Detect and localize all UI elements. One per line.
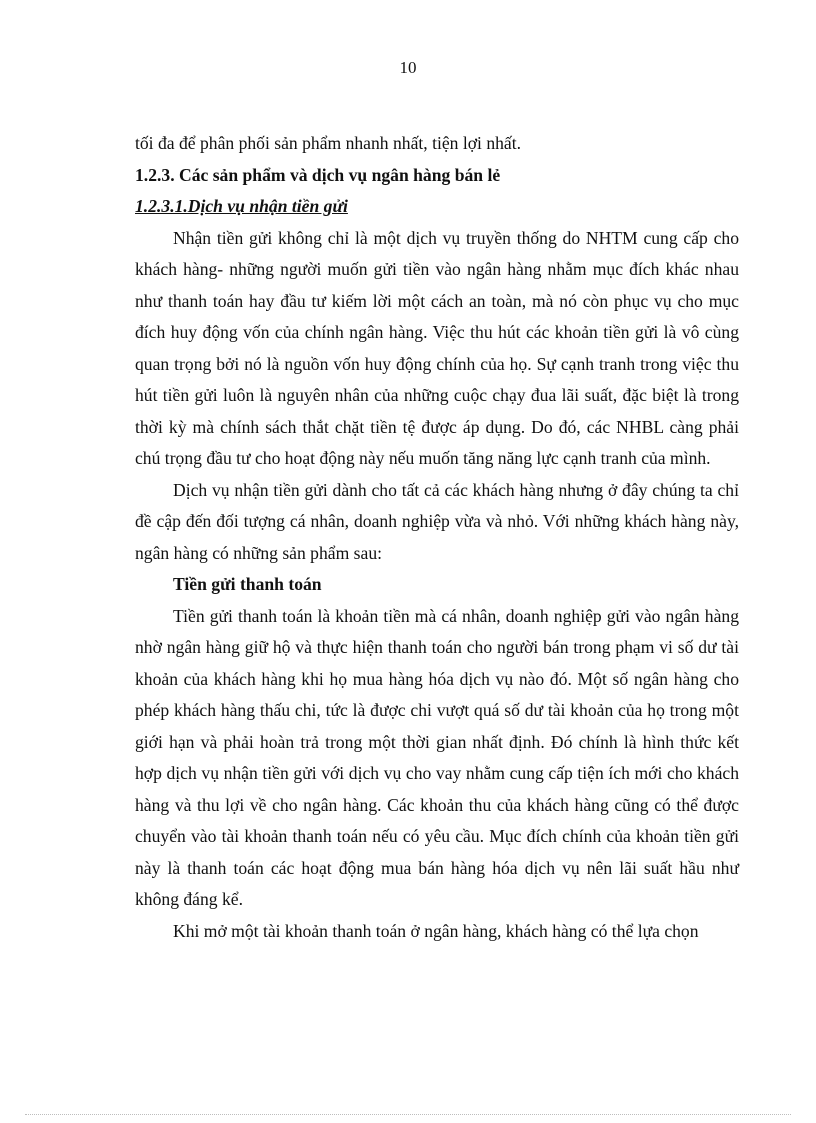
paragraph: Nhận tiền gửi không chỉ là một dịch vụ truyền thống do NHTM cung cấp cho khách hàng- những người muốn gửi tiền vào ngân hàng nhằm mục đích khác nhau như thanh toán hay đầu tư kiếm lời một cách an toàn, mà nó còn phục vụ cho mục đích huy động vốn của chính ngân hàng. Việc thu hút các khoản tiền gửi là vô cùng quan trọng bởi nó là nguồn vốn huy động chính của họ. Sự cạnh tranh trong việc thu hút tiền gửi luôn là nguyên nhân của những cuộc chạy đua lãi suất, đặc biệt là trong thời kỳ mà chính sách thắt chặt tiền tệ được áp dụng. Do đó, các NHBL càng phải chú trọng đầu tư cho hoạt động này nếu muốn tăng năng lực cạnh tranh của mình. xyxy=(135,227,739,468)
subsection-heading: 1.2.3.1.Dịch vụ nhận tiền gửi xyxy=(135,196,348,216)
page-bottom-divider xyxy=(25,1114,791,1115)
paragraph: Dịch vụ nhận tiền gửi dành cho tất cả các khách hàng nhưng ở đây chúng ta chỉ đề cập đến đối tượng cá nhân, doanh nghiệp vừa và nhỏ. Với những khách hàng này, ngân hàng có những sản phẩm sau: xyxy=(135,479,739,563)
page-number: 10 xyxy=(399,58,417,77)
intro-line: tối đa để phân phối sản phẩm nhanh nhất, tiện lợi nhất. xyxy=(135,133,522,153)
subsection-heading-wrapper xyxy=(135,191,739,223)
paragraph: Khi mở một tài khoản thanh toán ở ngân hàng, khách hàng có thể lựa chọn xyxy=(173,920,699,941)
section-heading: 1.2.3. Các sản phẩm và dịch vụ ngân hàng bán lẻ xyxy=(135,164,501,185)
item-heading: Tiền gửi thanh toán xyxy=(173,574,322,594)
document-body xyxy=(135,128,739,947)
paragraph: Tiền gửi thanh toán là khoản tiền mà cá nhân, doanh nghiệp gửi vào ngân hàng nhờ ngân hàng giữ hộ và thực hiện thanh toán cho người bán trong phạm vi số dư tài khoản của khách hàng khi họ mua hàng hóa dịch vụ nào đó. Một số ngân hàng cho phép khách hàng thấu chi, tức là được chi vượt quá số dư tài khoản của họ trong một giới hạn và phải hoàn trả trong một thời gian nhất định. Đó chính là hình thức kết hợp dịch vụ nhận tiền gửi với dịch vụ cho vay nhằm cung cấp tiện ích mới cho khách hàng và thu lợi về cho ngân hàng. Các khoản thu của khách hàng cũng có thể được chuyển vào tài khoản thanh toán nếu có yêu cầu. Mục đích chính của khoản tiền gửi này là thanh toán các hoạt động mua bán hàng hóa dịch vụ nên lãi suất hầu như không đáng kể. xyxy=(135,605,739,909)
